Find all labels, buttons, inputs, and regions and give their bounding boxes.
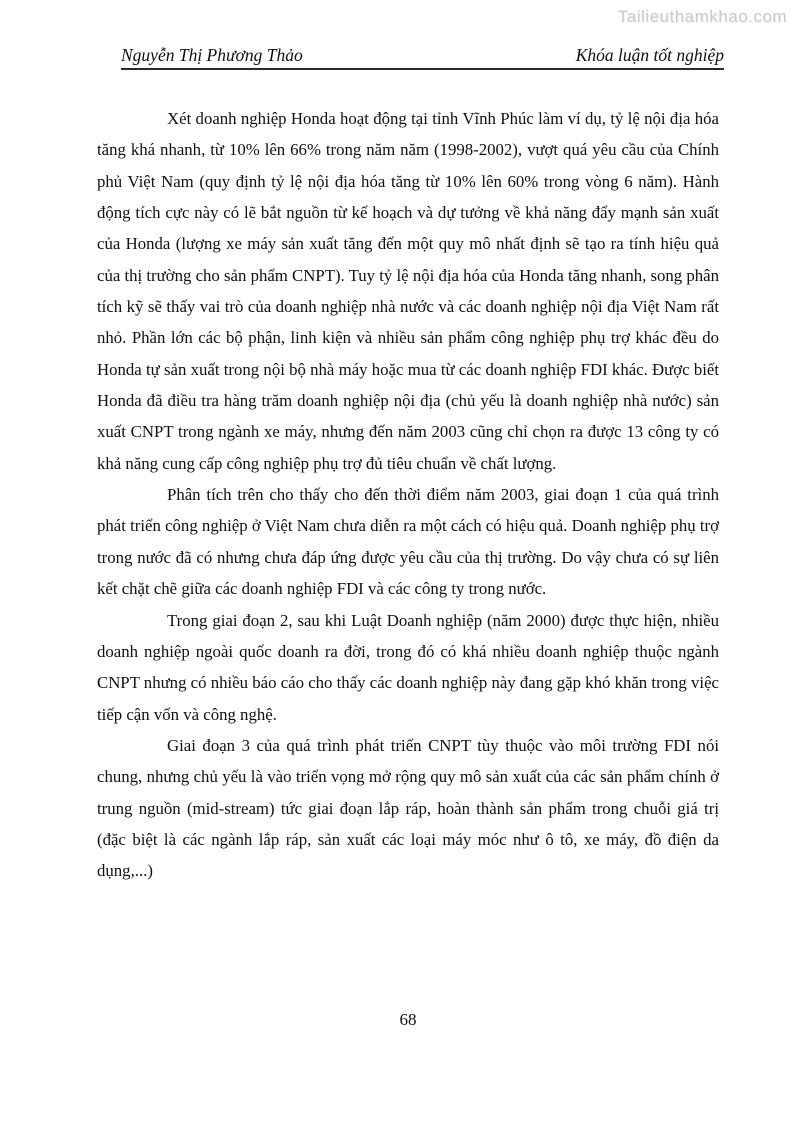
paragraph: Giai đoạn 3 của quá trình phát triển CNPT tùy thuộc vào môi trường FDI nói chung, nhưng chủ yếu là vào triển vọng mở rộng quy mô sản xuất của các sản phẩm chính ở trung nguồn (mid-stream) tức giai đoạn lắp ráp, hoàn thành sản phẩm trong chuỗi giá trị (đặc biệt là các ngành lắp ráp, sản xuất các loại máy móc như ô tô, xe máy, đồ điện da dụng,...) — [97, 735, 719, 881]
paragraph: Phân tích trên cho thấy cho đến thời điểm năm 2003, giai đoạn 1 của quá trình phát triển công nghiệp ở Việt Nam chưa diễn ra một cách có hiệu quả. Doanh nghiệp phụ trợ trong nước đã có nhưng chưa đáp ứng được yêu cầu của thị trường. Do vậy chưa có sự liên kết chặt chẽ giữa các doanh nghiệp FDI và các công ty trong nước. — [97, 485, 719, 599]
page-number: 68 — [399, 1010, 417, 1029]
paragraph: Xét doanh nghiệp Honda hoạt động tại tỉnh Vĩnh Phúc làm ví dụ, tỷ lệ nội địa hóa tăng khá nhanh, từ 10% lên 66% trong năm năm (1998-2002), vượt quá yêu cầu của Chính phủ Việt Nam (quy định tỷ lệ nội địa hóa tăng từ 10% lên 60% trong vòng 6 năm). Hành động tích cực này có lẽ bắt nguồn từ kế hoạch và dự tưởng về khả năng đẩy mạnh sản xuất của Honda (lượng xe máy sản xuất tăng đến một quy mô nhất định sẽ tạo ra tính hiệu quả của thị trường cho sản phẩm CNPT). Tuy tỷ lệ nội địa hóa của Honda tăng nhanh, song phân tích kỹ sẽ thấy vai trò của doanh nghiệp nhà nước và các doanh nghiệp nội địa Việt Nam rất nhỏ. Phần lớn các bộ phận, linh kiện và nhiều sản phẩm công nghiệp phụ trợ khác đều do Honda tự sản xuất trong nội bộ nhà máy hoặc mua từ các doanh nghiệp FDI khác. Được biết Honda đã điều tra hàng trăm doanh nghiệp nội địa (chủ yếu là doanh nghiệp nhà nước) sản xuất CNPT trong ngành xe máy, nhưng đến năm 2003 cũng chỉ chọn ra được 13 công ty có khả năng cung cấp công nghiệp phụ trợ đủ tiêu chuẩn về chất lượng. — [97, 109, 720, 473]
header-author: Nguyễn Thị Phương Thảo — [121, 45, 303, 65]
header-document-title: Khóa luận tốt nghiệp — [575, 45, 724, 65]
page-header — [121, 45, 724, 70]
watermark: Tailieuthamkhao.com — [617, 7, 787, 26]
body-text — [97, 103, 719, 887]
paragraph: Trong giai đoạn 2, sau khi Luật Doanh nghiệp (năm 2000) được thực hiện, nhiều doanh nghiệp ngoài quốc doanh ra đời, trong đó có khá nhiều doanh nghiệp thuộc ngành CNPT nhưng có nhiều báo cáo cho thấy các doanh nghiệp này đang gặp khó khăn trong việc tiếp cận vốn và công nghệ. — [97, 610, 719, 724]
